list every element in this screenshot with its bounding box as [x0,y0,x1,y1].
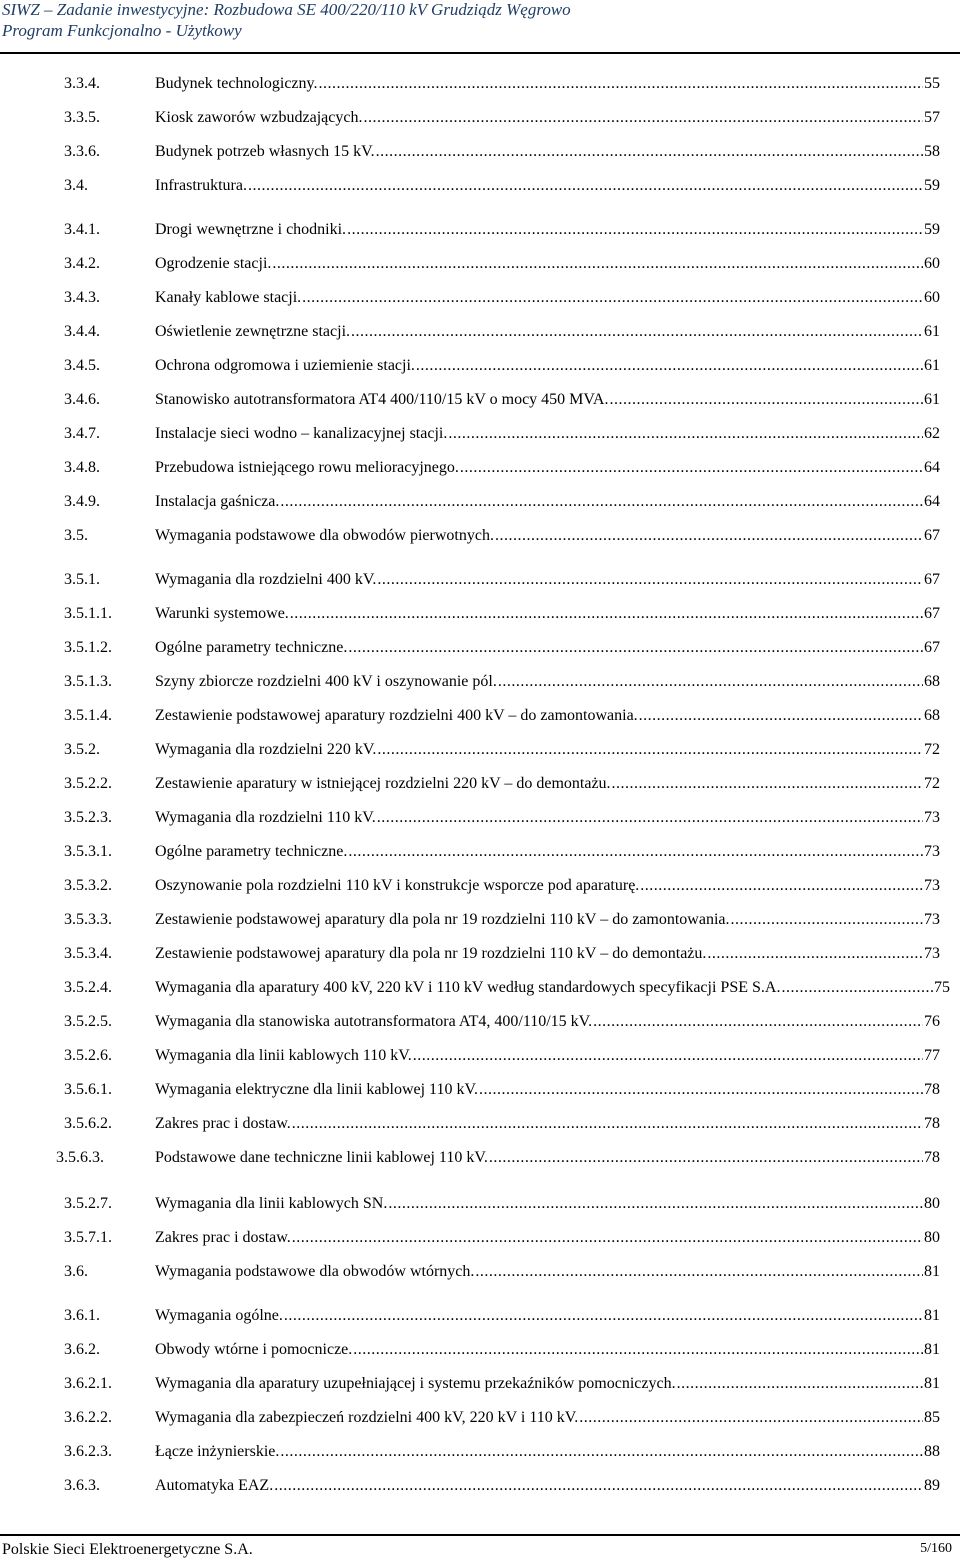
toc-entry-title: Instalacja gaśnicza. [155,493,280,510]
toc-leader-dots [448,423,923,445]
toc-leader-dots [593,1011,923,1033]
toc-leader-dots [579,1407,923,1429]
toc-leader-dots [612,773,923,795]
toc-entry-title: Przebudowa istniejącego rowu melioracyjnego. [155,459,459,476]
toc-entry[interactable] [0,1011,960,1033]
toc-entry-number: 3.5.3.2. [64,877,112,894]
toc-entry-number: 3.5.2.2. [64,775,112,792]
toc-entry-title: Wymagania ogólne. [155,1307,283,1324]
toc-entry[interactable] [0,807,960,829]
toc-entry-page: 67 [924,527,940,544]
toc-entry-page: 73 [924,911,940,928]
toc-entry-page: 64 [924,493,940,510]
toc-entry-page: 62 [924,425,940,442]
toc-entry[interactable] [0,321,960,343]
toc-entry-page: 81 [924,1375,940,1392]
toc-entry-page: 78 [924,1081,940,1098]
toc-entry-page: 73 [924,945,940,962]
toc-entry[interactable] [0,1193,960,1215]
toc-entry[interactable] [0,603,960,625]
toc-entry-page: 72 [924,741,940,758]
toc-entry-page: 68 [924,707,940,724]
toc-entry-title: Zakres prac i dostaw. [155,1115,291,1132]
toc-leader-dots [781,977,933,999]
header-document-title: SIWZ – Zadanie inwestycyjne: Rozbudowa SE 400/220/110 kV Grudziądz Węgrowo [2,0,571,19]
toc-entry-page: 73 [924,843,940,860]
toc-entry[interactable] [0,1261,960,1283]
toc-entry-number: 3.6.3. [64,1477,100,1494]
toc-entry-page: 57 [924,109,940,126]
toc-leader-dots [290,603,923,625]
toc-entry-title: Infrastruktura. [155,177,247,194]
toc-entry-page: 81 [924,1263,940,1280]
toc-leader-dots [363,107,923,129]
toc-entry[interactable] [0,457,960,479]
toc-entry-title: Zestawienie aparatury w istniejącej rozdzielni 220 kV – do demontażu. [155,775,611,792]
toc-entry-title: Kanały kablowe stacji. [155,289,302,306]
toc-entry-number: 3.6. [64,1263,88,1280]
toc-leader-dots [318,73,923,95]
toc-leader-dots [377,739,923,761]
toc-entry[interactable] [0,287,960,309]
toc-entry-title: Wymagania dla linii kablowych SN. [155,1195,388,1212]
toc-entry[interactable] [0,1045,960,1067]
toc-entry-number: 3.3.4. [64,75,100,92]
toc-leader-dots [377,569,923,591]
toc-leader-dots [377,807,923,829]
toc-entry-page: 81 [924,1307,940,1324]
toc-leader-dots [707,943,923,965]
toc-entry-title: Zestawienie podstawowej aparatury dla pola nr 19 rozdzielni 110 kV – do zamontowania. [155,911,730,928]
toc-entry-title: Obwody wtórne i pomocnicze. [155,1341,353,1358]
toc-leader-dots [731,909,924,931]
toc-entry-number: 3.5.1.2. [64,639,112,656]
toc-entry-page: 59 [924,221,940,238]
toc-entry-number: 3.5.2. [64,741,100,758]
toc-entry-page: 58 [924,143,940,160]
toc-entry[interactable] [0,107,960,129]
toc-entry-page: 80 [924,1195,940,1212]
toc-entry-number: 3.5.2.6. [64,1047,112,1064]
toc-entry-page: 80 [924,1229,940,1246]
toc-entry-title: Ogólne parametry techniczne. [155,639,348,656]
toc-entry[interactable] [0,1441,960,1463]
toc-entry-title: Kiosk zaworów wzbudzających. [155,109,363,126]
toc-entry-title: Wymagania elektryczne dla linii kablowej 110 kV. [155,1081,478,1098]
toc-entry-page: 68 [924,673,940,690]
toc-entry-title: Wymagania dla rozdzielni 220 kV. [155,741,377,758]
toc-entry-number: 3.4. [64,177,88,194]
toc-entry-title: Podstawowe dane techniczne linii kablowej 110 kV. [155,1149,488,1166]
toc-entry-title: Instalacje sieci wodno – kanalizacyjnej stacji. [155,425,448,442]
toc-leader-dots [495,525,923,547]
toc-entry[interactable] [0,637,960,659]
toc-leader-dots [274,1475,923,1497]
toc-entry-number: 3.5.2.3. [64,809,112,826]
toc-entry-number: 3.5.3.4. [64,945,112,962]
toc-entry-page: 77 [924,1047,940,1064]
toc-leader-dots [348,841,923,863]
toc-entry-title: Ochrona odgromowa i uziemienie stacji. [155,357,415,374]
toc-leader-dots [280,491,923,513]
toc-entry[interactable] [0,355,960,377]
toc-entry-number: 3.5.7.1. [64,1229,112,1246]
toc-entry-number: 3.3.6. [64,143,100,160]
toc-leader-dots [498,671,923,693]
toc-entry-number: 3.3.5. [64,109,100,126]
toc-entry-title: Stanowisko autotransformatora AT4 400/110/15 kV o mocy 450 MVA. [155,391,609,408]
toc-entry-number: 3.6.2.1. [64,1375,112,1392]
footer-page-number: 5/160 [920,1541,952,1556]
toc-entry-number: 3.4.3. [64,289,100,306]
toc-leader-dots [280,1441,923,1463]
toc-entry-page: 81 [924,1341,940,1358]
toc-entry-page: 73 [924,809,940,826]
toc-entry-number: 3.5.1. [64,571,100,588]
toc-entry-page: 75 [934,979,950,996]
toc-leader-dots [677,1373,923,1395]
toc-entry-number: 3.4.7. [64,425,100,442]
toc-leader-dots [416,355,923,377]
toc-entry-title: Wymagania dla stanowiska autotransformatora AT4, 400/110/15 kV. [155,1013,593,1030]
toc-entry-number: 3.5.1.1. [64,605,112,622]
toc-entry-number: 3.6.2.3. [64,1443,112,1460]
toc-entry-number: 3.4.4. [64,323,100,340]
toc-leader-dots [376,141,923,163]
toc-entry-title: Drogi wewnętrzne i chodniki. [155,221,347,238]
toc-entry-title: Wymagania dla aparatury 400 kV, 220 kV i 110 kV według standardowych specyfikacji PSE S.A. [155,979,781,996]
toc-entry-number: 3.4.2. [64,255,100,272]
toc-entry-page: 60 [924,289,940,306]
toc-entry[interactable] [0,491,960,513]
toc-entry-title: Wymagania podstawowe dla obwodów pierwotnych. [155,527,494,544]
toc-entry-title: Łącze inżynierskie. [155,1443,280,1460]
toc-entry[interactable] [0,705,960,727]
toc-entry-title: Automatyka EAZ. [155,1477,274,1494]
toc-entry[interactable] [0,1113,960,1135]
toc-entry-page: 85 [924,1409,940,1426]
toc-entry[interactable] [0,175,960,197]
toc-leader-dots [413,1045,923,1067]
footer-company-name: Polskie Sieci Elektroenergetyczne S.A. [2,1541,253,1558]
toc-leader-dots [489,1147,923,1169]
toc-entry-page: 61 [924,357,940,374]
toc-entry-number: 3.4.6. [64,391,100,408]
toc-entry-title: Budynek technologiczny. [155,75,318,92]
toc-entry-number: 3.5.2.7. [64,1195,112,1212]
toc-entry[interactable] [0,525,960,547]
toc-entry-page: 72 [924,775,940,792]
toc-entry-title: Oświetlenie zewnętrzne stacji. [155,323,351,340]
toc-entry-title: Wymagania dla aparatury uzupełniającej i systemu przekaźników pomocniczych. [155,1375,676,1392]
toc-entry-title: Wymagania dla rozdzielni 400 kV. [155,571,377,588]
toc-entry-title: Zakres prac i dostaw. [155,1229,291,1246]
toc-entry[interactable] [0,423,960,445]
toc-entry-title: Zestawienie podstawowej aparatury dla pola nr 19 rozdzielni 110 kV – do demontażu. [155,945,707,962]
toc-entry-page: 78 [924,1149,940,1166]
toc-entry-page: 60 [924,255,940,272]
toc-leader-dots [475,1261,923,1283]
toc-entry[interactable] [0,841,960,863]
toc-leader-dots [347,219,923,241]
toc-entry-number: 3.5.3.3. [64,911,112,928]
toc-entry[interactable] [0,389,960,411]
toc-entry[interactable] [0,1339,960,1361]
toc-entry-number: 3.5.6.3. [56,1149,104,1166]
toc-entry[interactable] [0,1373,960,1395]
toc-entry-page: 59 [924,177,940,194]
toc-entry-number: 3.4.8. [64,459,100,476]
toc-entry-number: 3.4.5. [64,357,100,374]
toc-entry-page: 88 [924,1443,940,1460]
toc-leader-dots [272,253,923,275]
toc-leader-dots [639,705,923,727]
toc-entry-number: 3.5.1.4. [64,707,112,724]
toc-leader-dots [353,1339,923,1361]
toc-leader-dots [292,1227,923,1249]
toc-leader-dots [640,875,923,897]
toc-entry[interactable] [0,875,960,897]
toc-entry[interactable] [0,1305,960,1327]
toc-entry[interactable] [0,1475,960,1497]
header-document-subtitle: Program Funkcjonalno - Użytkowy [2,21,242,40]
toc-entry-page: 64 [924,459,940,476]
toc-entry-page: 67 [924,571,940,588]
toc-entry-number: 3.5.3.1. [64,843,112,860]
toc-entry[interactable] [0,909,960,931]
toc-entry-title: Wymagania dla rozdzielni 110 kV. [155,809,376,826]
toc-entry-title: Wymagania dla linii kablowych 110 kV. [155,1047,412,1064]
toc-leader-dots [292,1113,923,1135]
toc-entry[interactable] [0,219,960,241]
toc-entry-title: Ogólne parametry techniczne. [155,843,348,860]
toc-entry-number: 3.5.2.4. [64,979,112,996]
toc-entry-title: Warunki systemowe. [155,605,289,622]
toc-entry-number: 3.5.6.1. [64,1081,112,1098]
toc-leader-dots [460,457,923,479]
toc-entry-number: 3.5. [64,527,88,544]
toc-entry[interactable] [0,671,960,693]
toc-entry-number: 3.6.2. [64,1341,100,1358]
toc-entry-page: 73 [924,877,940,894]
toc-leader-dots [609,389,923,411]
toc-entry-page: 61 [924,391,940,408]
toc-entry[interactable] [0,253,960,275]
toc-entry-page: 78 [924,1115,940,1132]
toc-entry[interactable] [0,569,960,591]
toc-entry-title: Oszynowanie pola rozdzielni 110 kV i konstrukcje wsporcze pod aparaturę. [155,877,640,894]
toc-entry-number: 3.5.2.5. [64,1013,112,1030]
toc-entry-number: 3.4.1. [64,221,100,238]
toc-entry[interactable] [0,739,960,761]
toc-entry[interactable] [0,141,960,163]
toc-entry-title: Wymagania podstawowe dla obwodów wtórnych. [155,1263,475,1280]
toc-entry-page: 76 [924,1013,940,1030]
toc-entry-page: 55 [924,75,940,92]
toc-entry[interactable] [0,73,960,95]
toc-leader-dots [479,1079,923,1101]
toc-leader-dots [348,637,923,659]
toc-entry[interactable] [0,1227,960,1249]
toc-entry-title: Wymagania dla zabezpieczeń rozdzielni 400 kV, 220 kV i 110 kV. [155,1409,579,1426]
page-footer [0,1534,960,1561]
toc-entry-title: Szyny zbiorcze rozdzielni 400 kV i oszynowanie pól. [155,673,497,690]
toc-entry-number: 3.5.1.3. [64,673,112,690]
toc-leader-dots [284,1305,923,1327]
toc-leader-dots [351,321,923,343]
toc-entry[interactable] [0,977,960,999]
toc-entry-number: 3.5.6.2. [64,1115,112,1132]
toc-entry-page: 61 [924,323,940,340]
toc-entry-title: Budynek potrzeb własnych 15 kV. [155,143,375,160]
toc-entry[interactable] [0,1147,960,1169]
toc-entry-page: 89 [924,1477,940,1494]
toc-entry[interactable] [0,1079,960,1101]
toc-leader-dots [302,287,923,309]
toc-entry[interactable] [0,943,960,965]
toc-entry-number: 3.6.2.2. [64,1409,112,1426]
toc-entry-page: 67 [924,639,940,656]
toc-entry[interactable] [0,773,960,795]
toc-entry-title: Zestawienie podstawowej aparatury rozdzielni 400 kV – do zamontowania. [155,707,638,724]
toc-entry-number: 3.4.9. [64,493,100,510]
toc-entry[interactable] [0,1407,960,1429]
toc-leader-dots [248,175,923,197]
toc-leader-dots [388,1193,923,1215]
toc-entry-title: Ogrodzenie stacji. [155,255,272,272]
toc-entry-number: 3.6.1. [64,1307,100,1324]
page-header [0,0,960,54]
toc-entry-page: 67 [924,605,940,622]
